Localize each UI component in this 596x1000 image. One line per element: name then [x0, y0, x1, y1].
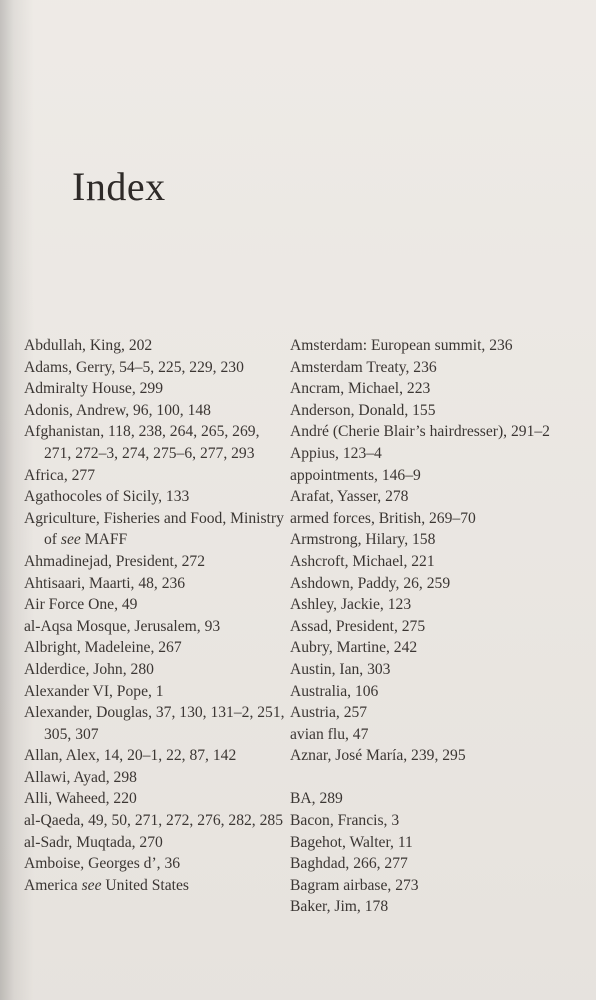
index-entry-text: America: [24, 876, 82, 894]
index-entry: BA, 289: [290, 790, 343, 808]
index-entry: Bagehot, Walter, 11: [290, 833, 413, 851]
page-title: Index: [72, 163, 166, 209]
index-column-right: [290, 335, 590, 918]
index-entry: Assad, President, 275: [290, 617, 426, 635]
index-entry: Alexander, Douglas, 37, 130, 131–2, 251, 305, 307: [24, 704, 285, 743]
index-entry: Bagram airbase, 273: [290, 876, 419, 894]
index-entry: Alexander VI, Pope, 1: [24, 682, 164, 700]
index-entry: Austin, Ian, 303: [290, 660, 391, 678]
index-entry: Adonis, Andrew, 96, 100, 148: [24, 401, 211, 419]
index-entry: Albright, Madeleine, 267: [24, 639, 182, 657]
index-entry: Alderdice, John, 280: [24, 660, 154, 678]
index-entry: Baghdad, 266, 277: [290, 855, 408, 873]
index-entry: armed forces, British, 269–70: [290, 509, 476, 527]
see-reference: see: [81, 876, 102, 894]
index-entry: Armstrong, Hilary, 158: [290, 531, 436, 549]
index-entry-text: Agriculture, Fisheries and Food, Ministry of: [24, 509, 284, 549]
index-entry: Appius, 123–4: [290, 444, 382, 462]
index-entry: Anderson, Donald, 155: [290, 401, 436, 419]
index-entry: Australia, 106: [290, 682, 379, 700]
index-entry: Air Force One, 49: [24, 596, 138, 614]
index-entry: Admiralty House, 299: [24, 380, 164, 398]
index-entry: Alli, Waheed, 220: [24, 790, 137, 808]
index-entry: Abdullah, King, 202: [24, 337, 153, 354]
index-entry: Allawi, Ayad, 298: [24, 768, 137, 786]
index-entry: Baker, Jim, 178: [290, 898, 389, 916]
index-entry: Allan, Alex, 14, 20–1, 22, 87, 142: [24, 747, 237, 765]
index-entry: Afghanistan, 118, 238, 264, 265, 269, 271, 272–3, 274, 275–6, 277, 293: [24, 423, 260, 462]
index-entry: Ashcroft, Michael, 221: [290, 552, 435, 570]
index-entry: avian flu, 47: [290, 725, 369, 743]
index-entry-target: United States: [101, 876, 189, 894]
index-entry: Aznar, José María, 239, 295: [290, 747, 466, 765]
index-entry: Bacon, Francis, 3: [290, 812, 400, 830]
index-entry: [24, 875, 286, 897]
index-entry: Amsterdam: European summit, 236: [290, 337, 513, 354]
index-entry: al-Qaeda, 49, 50, 271, 272, 276, 282, 285: [24, 812, 283, 830]
index-entry: Amsterdam Treaty, 236: [290, 358, 437, 376]
index-entry: Ancram, Michael, 223: [290, 380, 431, 398]
index-entry: Ahtisaari, Maarti, 48, 236: [24, 574, 186, 592]
index-entry: Aubry, Martine, 242: [290, 639, 418, 657]
index-entry: Ashley, Jackie, 123: [290, 596, 412, 614]
index-entry: Ashdown, Paddy, 26, 259: [290, 574, 451, 592]
index-entry-target: MAFF: [80, 531, 128, 549]
index-entry: Arafat, Yasser, 278: [290, 488, 409, 506]
index-entry: Ahmadinejad, President, 272: [24, 552, 206, 570]
index-entry: Adams, Gerry, 54–5, 225, 229, 230: [24, 358, 244, 376]
index-entry: Austria, 257: [290, 704, 368, 722]
index-entry: al-Sadr, Muqtada, 270: [24, 833, 163, 851]
index-entry: André (Cherie Blair’s hairdresser), 291–2: [290, 423, 550, 441]
index-entry: Africa, 277: [24, 466, 96, 484]
index-entry: Amboise, Georges d’, 36: [24, 855, 181, 873]
index-entry: [24, 508, 286, 551]
see-reference: see: [60, 531, 81, 549]
index-column-left: [24, 335, 286, 896]
index-entry: Agathocoles of Sicily, 133: [24, 488, 190, 506]
index-entry: appointments, 146–9: [290, 466, 421, 484]
index-entry: al-Aqsa Mosque, Jerusalem, 93: [24, 617, 221, 635]
